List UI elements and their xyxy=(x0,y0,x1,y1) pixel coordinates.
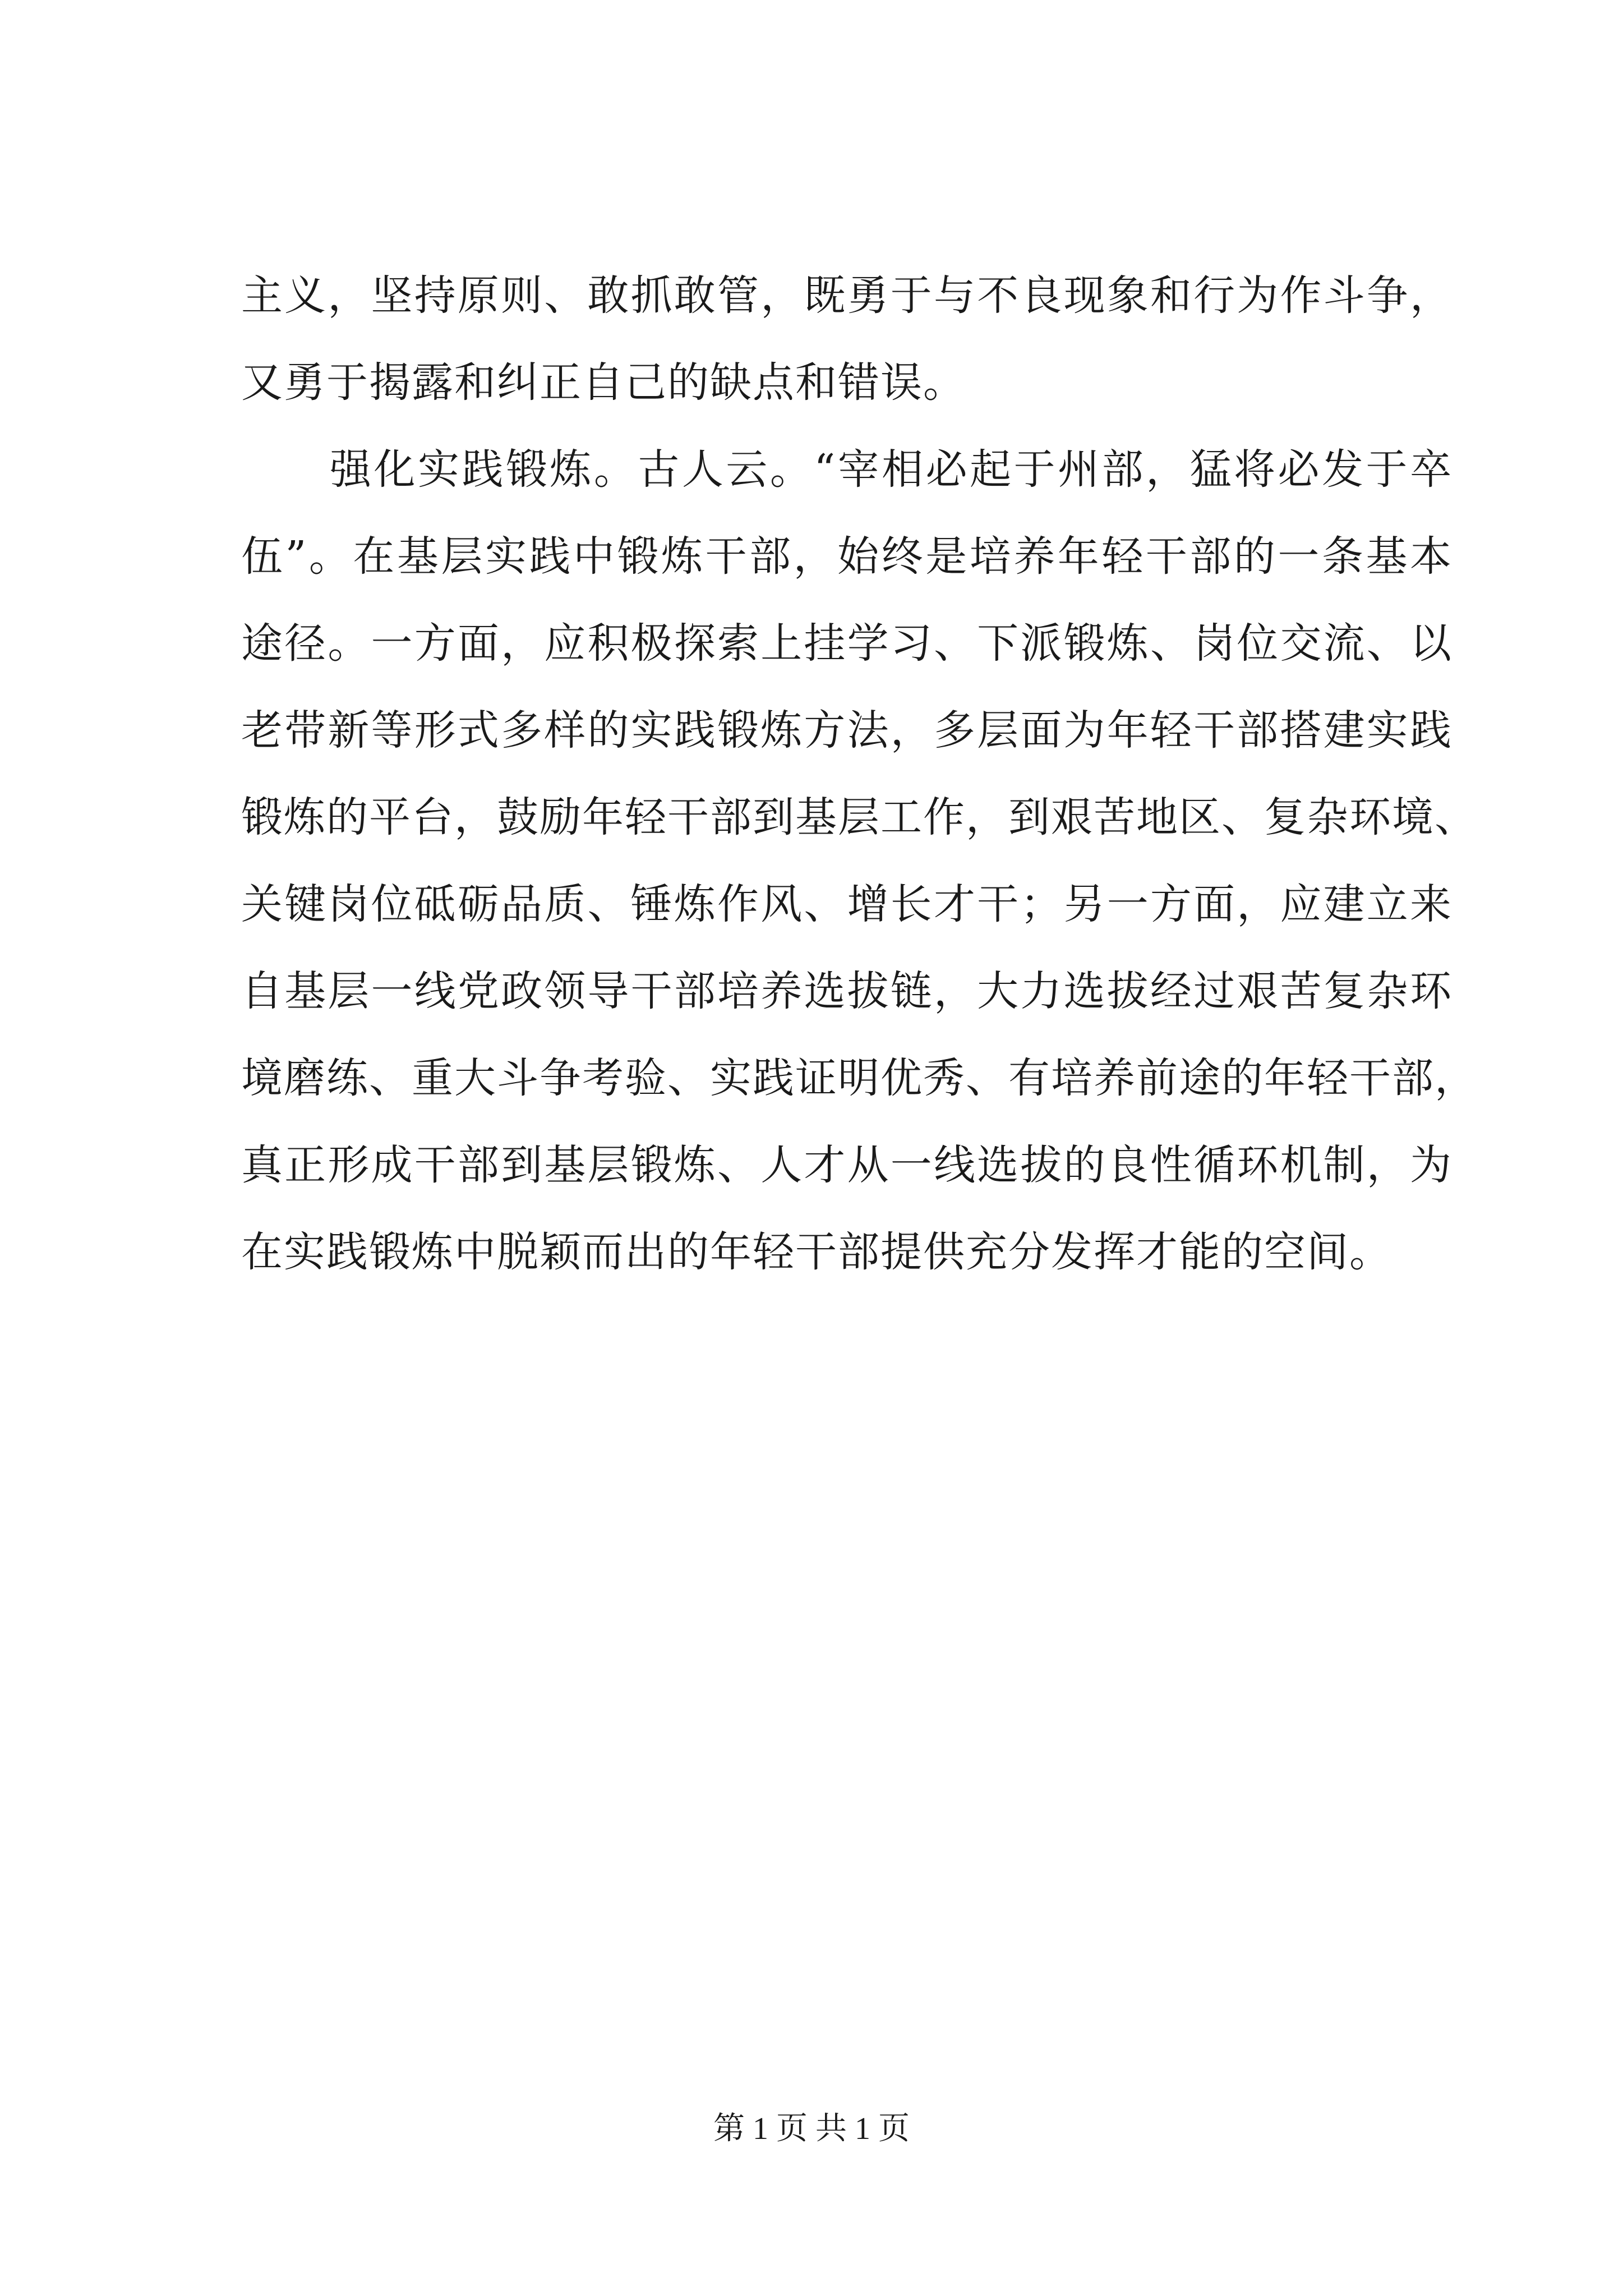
page-number: 第 1 页 共 1 页 xyxy=(713,2111,910,2146)
page-footer xyxy=(0,2106,1623,2151)
text-line: 强化实践锻炼。古人云。“宰相必起于州部，猛将必发于卒 xyxy=(330,445,1453,494)
paragraph-1 xyxy=(241,252,1453,426)
text-line: 又勇于揭露和纠正自己的缺点和错误。 xyxy=(241,358,966,407)
text-line: 关键岗位砥砺品质、锤炼作风、增长才干；另一方面，应建立来 xyxy=(241,880,1453,928)
text-line: 境磨练、重大斗争考验、实践证明优秀、有培养前途的年轻干部， xyxy=(241,1054,1477,1102)
text-line: 在实践锻炼中脱颖而出的年轻干部提供充分发挥才能的空间。 xyxy=(241,1228,1392,1276)
text-line: 途径。一方面，应积极探索上挂学习、下派锻炼、岗位交流、以 xyxy=(241,619,1453,668)
text-line: 真正形成干部到基层锻炼、人才从一线选拔的良性循环机制，为 xyxy=(241,1141,1453,1189)
body-text xyxy=(241,252,1477,1296)
text-line: 锻炼的平台，鼓励年轻干部到基层工作，到艰苦地区、复杂环境、 xyxy=(241,793,1477,841)
text-line: 主义，坚持原则、敢抓敢管，既勇于与不良现象和行为作斗争， xyxy=(241,272,1453,320)
text-line: 自基层一线党政领导干部培养选拔链，大力选拔经过艰苦复杂环 xyxy=(241,967,1453,1015)
text-line: 老带新等形式多样的实践锻炼方法，多层面为年轻干部搭建实践 xyxy=(241,706,1453,754)
paragraph-2 xyxy=(241,426,1477,1296)
text-line: 伍”。在基层实践中锻炼干部，始终是培养年轻干部的一条基本 xyxy=(241,532,1453,581)
